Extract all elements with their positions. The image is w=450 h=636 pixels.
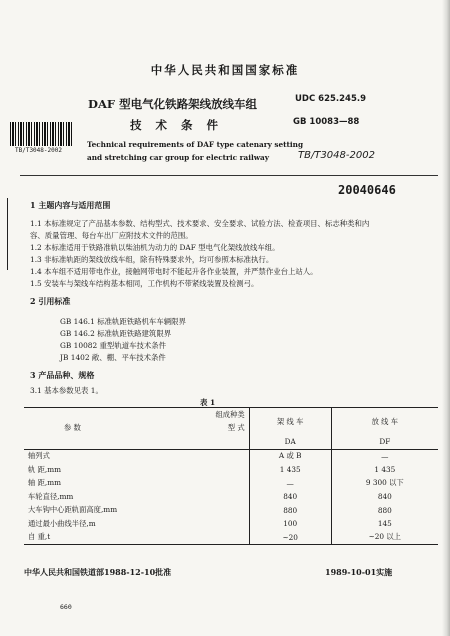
approval-issuer: 中华人民共和国铁道部1988-12-10批准	[24, 567, 172, 577]
row-label: 车轮直径,mm	[28, 491, 74, 501]
para-1-1: 1.1 本标准规定了产品基本参数、结构型式、技术要求、安全要求、试验方法、检查项目、标志种类和内	[30, 219, 370, 228]
para-3-1: 3.1 基本参数见表 1。	[30, 386, 103, 395]
ref-jb1402: JB 1402 敞、棚、平车技术条件	[60, 353, 166, 362]
effective-date: 1989-10-01实施	[325, 567, 393, 577]
row-value-a: 840	[249, 490, 331, 504]
para-1-5: 1.5 安装车与架线车结构基本相同，工作机构不带紧线装置及检测弓。	[30, 279, 259, 288]
table-row	[24, 449, 438, 463]
row-value-b: 1 435	[331, 463, 438, 477]
ref-gb146-1: GB 146.1 标准轨距铁路机车车辆限界	[60, 317, 186, 326]
row-value-a: A 或 B	[249, 449, 331, 463]
row-value-b: 145	[331, 517, 438, 531]
row-label: 通过最小曲线半径,m	[28, 518, 96, 528]
para-1-4: 1.4 本车组不适用带电作业，接触网带电时不能起升各作业装置，并严禁作业台上站人。	[30, 267, 318, 276]
margin-bar	[7, 198, 8, 270]
header-rule	[20, 175, 438, 176]
table-row	[24, 504, 438, 518]
barcode-text: TB/T3048-2002	[15, 147, 62, 154]
section3-title: 3 产品品种、规格	[30, 370, 95, 380]
para-1-1b: 容、质量管理、每台车出厂应附技术文件的范围。	[30, 231, 193, 240]
para-1-3: 1.3 非标准轨距的架线放线车组，除有特殊要求外，均可参照本标准执行。	[30, 255, 274, 264]
model-row-label	[24, 435, 249, 449]
document-number: 20040646	[338, 183, 396, 197]
row-value-b: 840	[331, 490, 438, 504]
table-row	[24, 531, 438, 545]
gb-code: GB 10083—88	[293, 117, 360, 127]
row-value-a: 1 435	[249, 463, 331, 477]
table-row	[24, 463, 438, 477]
title-en-line1: Technical requirements of DAF type catenary setting	[87, 140, 304, 149]
param-label-cell	[24, 422, 249, 436]
ref-gb10082: GB 10082 重型轨道车技术条件	[60, 341, 167, 350]
model-b: DF	[331, 435, 438, 449]
row-value-b: 880	[331, 504, 438, 518]
title-cn-line2: 技 术 条 件	[130, 118, 224, 132]
para-1-2: 1.2 本标准适用于铁路准轨以柴油机为动力的 DAF 型电气化架线放线车组。	[30, 243, 280, 252]
row-value-b: 9 300 以下	[331, 477, 438, 491]
row-value-a: ~20	[249, 531, 331, 545]
col-a-header: 架 线 车	[249, 408, 331, 436]
row-value-a: —	[249, 477, 331, 491]
section1-title: 1 主题内容与适用范围	[30, 200, 111, 210]
barcode-image	[10, 122, 72, 146]
param-label: 参 数	[64, 423, 81, 433]
page-number: 660	[60, 603, 72, 611]
model-a: DA	[249, 435, 331, 449]
row-label: 轨 距,mm	[28, 464, 62, 474]
section2-title: 2 引用标准	[30, 296, 71, 306]
row-label: 轴列式	[28, 451, 50, 461]
table1-caption: 表 1	[200, 398, 216, 407]
table-row	[24, 490, 438, 504]
group-label: 组成种类	[215, 409, 245, 419]
col-b-header: 放 线 车	[331, 408, 438, 436]
ref-gb146-2: GB 146.2 标准轨距铁路建筑限界	[60, 329, 172, 338]
table-row	[24, 517, 438, 531]
scan-edge	[442, 0, 450, 636]
row-value-b: ~20 以上	[331, 531, 438, 545]
model-label: 型 式	[227, 423, 245, 433]
row-label: 自 重,t	[24, 531, 249, 545]
replacement-note: TB/T3048-2002	[298, 150, 375, 161]
row-label: 大车钩中心距轨面高度,mm	[28, 505, 118, 515]
standard-type: 中华人民共和国国家标准	[150, 63, 300, 77]
table-row	[24, 477, 438, 491]
row-value-a: 100	[249, 517, 331, 531]
row-value-a: 880	[249, 504, 331, 518]
title-cn-line1: DAF 型电气化铁路架线放线车组	[88, 97, 258, 111]
row-value-b: —	[331, 449, 438, 463]
title-en-line2: and stretching car group for electric railway	[87, 153, 270, 162]
parameter-table	[24, 407, 438, 545]
row-label: 轴 距,mm	[28, 478, 62, 488]
udc-code: UDC 625.245.9	[295, 94, 367, 104]
header-group-cell	[24, 408, 249, 422]
